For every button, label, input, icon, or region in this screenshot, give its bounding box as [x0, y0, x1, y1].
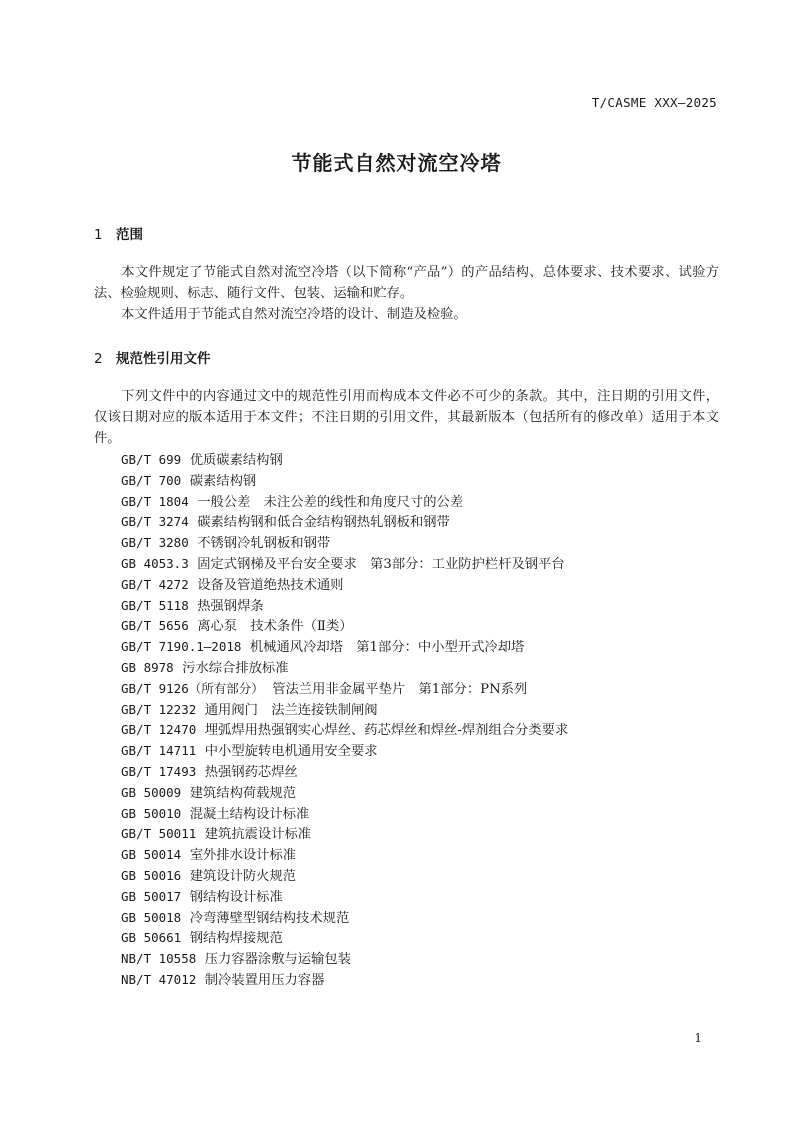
reference-item [121, 824, 568, 845]
standard-code: T/CASME XXX—2025 [591, 95, 717, 110]
reference-item [121, 492, 568, 513]
reference-code: GB/T 17493 [121, 763, 197, 779]
reference-code: GB/T 5656 [121, 618, 189, 634]
scope-paragraph-1 [94, 262, 719, 304]
reference-title: 固定式钢梯及平台安全要求 第3部分：工业防护栏杆及钢平台 [197, 556, 565, 572]
reference-item [121, 616, 568, 637]
reference-item [121, 845, 568, 866]
reference-title: 碳素结构钢和低合金结构钢热轧钢板和钢带 [197, 515, 450, 531]
reference-item [121, 554, 568, 575]
reference-title: 热强钢药芯焊丝 [204, 764, 298, 780]
section-number: 1 [94, 227, 103, 243]
reference-code: GB/T 699 [121, 452, 182, 467]
reference-title: 钢结构设计标准 [189, 889, 283, 905]
reference-title: 通用阀门 法兰连接铁制闸阀 [204, 702, 378, 718]
reference-item [121, 450, 568, 471]
reference-item [121, 762, 568, 783]
reference-item [121, 908, 568, 929]
references-intro-paragraph [94, 386, 719, 449]
reference-title: 热强钢焊条 [197, 598, 264, 614]
reference-item [121, 512, 568, 533]
reference-code: GB/T 3274 [121, 514, 189, 530]
reference-item [121, 804, 568, 825]
reference-code: GB/T 12470 [121, 722, 197, 738]
reference-title: 压力容器涂敷与运输包装 [204, 952, 351, 968]
reference-code: GB 50009 [121, 784, 182, 800]
reference-code: NB/T 10558 [121, 951, 197, 967]
reference-item [121, 928, 568, 949]
document-title: 节能式自然对流空冷塔 [291, 151, 502, 175]
reference-item [121, 658, 568, 679]
reference-title: 冷弯薄壁型钢结构技术规范 [189, 910, 350, 926]
section-title: 范围 [116, 227, 143, 243]
paragraph-text: 下列文件中的内容通过文中的规范性引用而构成本文件必不可少的条款。其中，注日期的引用文件，仅该日期对应的版本适用于本文件；不注日期的引用文件，其最新版本（包括所有的修改单）适用于本文件。 [94, 389, 719, 446]
reference-title: 离心泵 技术条件（Ⅱ类） [197, 619, 353, 635]
section-heading-scope [94, 223, 143, 243]
reference-code: GB 8978 [121, 659, 174, 675]
reference-title: 一般公差 未注公差的线性和角度尺寸的公差 [197, 494, 464, 510]
reference-title: 碳素结构钢 [189, 473, 257, 489]
paragraph-text: 本文件适用于节能式自然对流空冷塔的设计、制造及检验。 [121, 307, 467, 322]
reference-item [121, 533, 568, 554]
reference-title: 建筑抗震设计标准 [204, 827, 312, 843]
reference-title: 优质碳素结构钢 [189, 453, 283, 468]
reference-code: GB/T 14711 [121, 743, 197, 759]
reference-title: 埋弧焊用热强钢实心焊丝、药芯焊丝和焊丝-焊剂组合分类要求 [204, 723, 569, 739]
paragraph-text: 本文件规定了节能式自然对流空冷塔（以下简称“产品”）的产品结构、总体要求、技术要求、试验方法、检验规则、标志、随行文件、包装、运输和贮存。 [94, 265, 719, 301]
reference-title: 制冷装置用压力容器 [204, 972, 325, 988]
reference-item [121, 700, 568, 721]
reference-code: GB/T 1804 [121, 493, 189, 509]
reference-code: GB 50010 [121, 805, 182, 821]
reference-title: 建筑设计防火规范 [189, 868, 297, 884]
section-title: 规范性引用文件 [116, 351, 211, 367]
reference-code: GB 50014 [121, 847, 182, 863]
reference-code: GB 50016 [121, 867, 182, 883]
scope-paragraph-2 [94, 304, 719, 325]
reference-code: GB/T 12232 [121, 701, 197, 717]
reference-code: GB/T 700 [121, 472, 182, 488]
reference-code: GB 50018 [121, 909, 182, 925]
reference-code: GB 50661 [121, 930, 182, 946]
reference-code: NB/T 47012 [121, 971, 197, 987]
reference-item [121, 949, 568, 970]
reference-title: 机械通风冷却塔 第1部分：中小型开式冷却塔 [249, 640, 525, 656]
reference-title: 混凝土结构设计标准 [189, 806, 310, 822]
reference-item [121, 471, 568, 492]
reference-item [121, 596, 568, 617]
reference-code: GB/T 5118 [121, 597, 189, 613]
reference-title: 管法兰用非金属平垫片 第1部分：PN系列 [272, 681, 528, 697]
reference-title: 室外排水设计标准 [189, 848, 297, 864]
reference-title: 设备及管道绝热技术通则 [197, 577, 344, 593]
reference-item [121, 741, 568, 762]
reference-title: 钢结构焊接规范 [189, 931, 283, 947]
reference-item [121, 887, 568, 908]
reference-code: GB/T 7190.1—2018 [121, 639, 242, 655]
reference-code: GB/T 50011 [121, 826, 197, 842]
reference-item [121, 575, 568, 596]
reference-item [121, 637, 568, 658]
reference-code: GB/T 3280 [121, 535, 189, 551]
reference-title: 不锈钢冷轧钢板和钢带 [197, 536, 331, 552]
reference-title: 建筑结构荷载规范 [189, 785, 297, 801]
reference-code: GB 50017 [121, 888, 182, 904]
reference-title: 中小型旋转电机通用安全要求 [204, 744, 378, 760]
reference-item [121, 970, 568, 991]
reference-list [121, 450, 568, 991]
reference-item [121, 866, 568, 887]
section-heading-normative-references [94, 347, 211, 367]
page-number: 1 [694, 1031, 702, 1045]
reference-code: GB 4053.3 [121, 555, 189, 571]
reference-title: 污水综合排放标准 [182, 660, 289, 676]
reference-item [121, 783, 568, 804]
reference-code: GB/T 9126（所有部分） [121, 680, 264, 696]
reference-item [121, 679, 568, 700]
reference-item [121, 720, 568, 741]
section-number: 2 [94, 351, 103, 367]
reference-code: GB/T 4272 [121, 576, 189, 592]
